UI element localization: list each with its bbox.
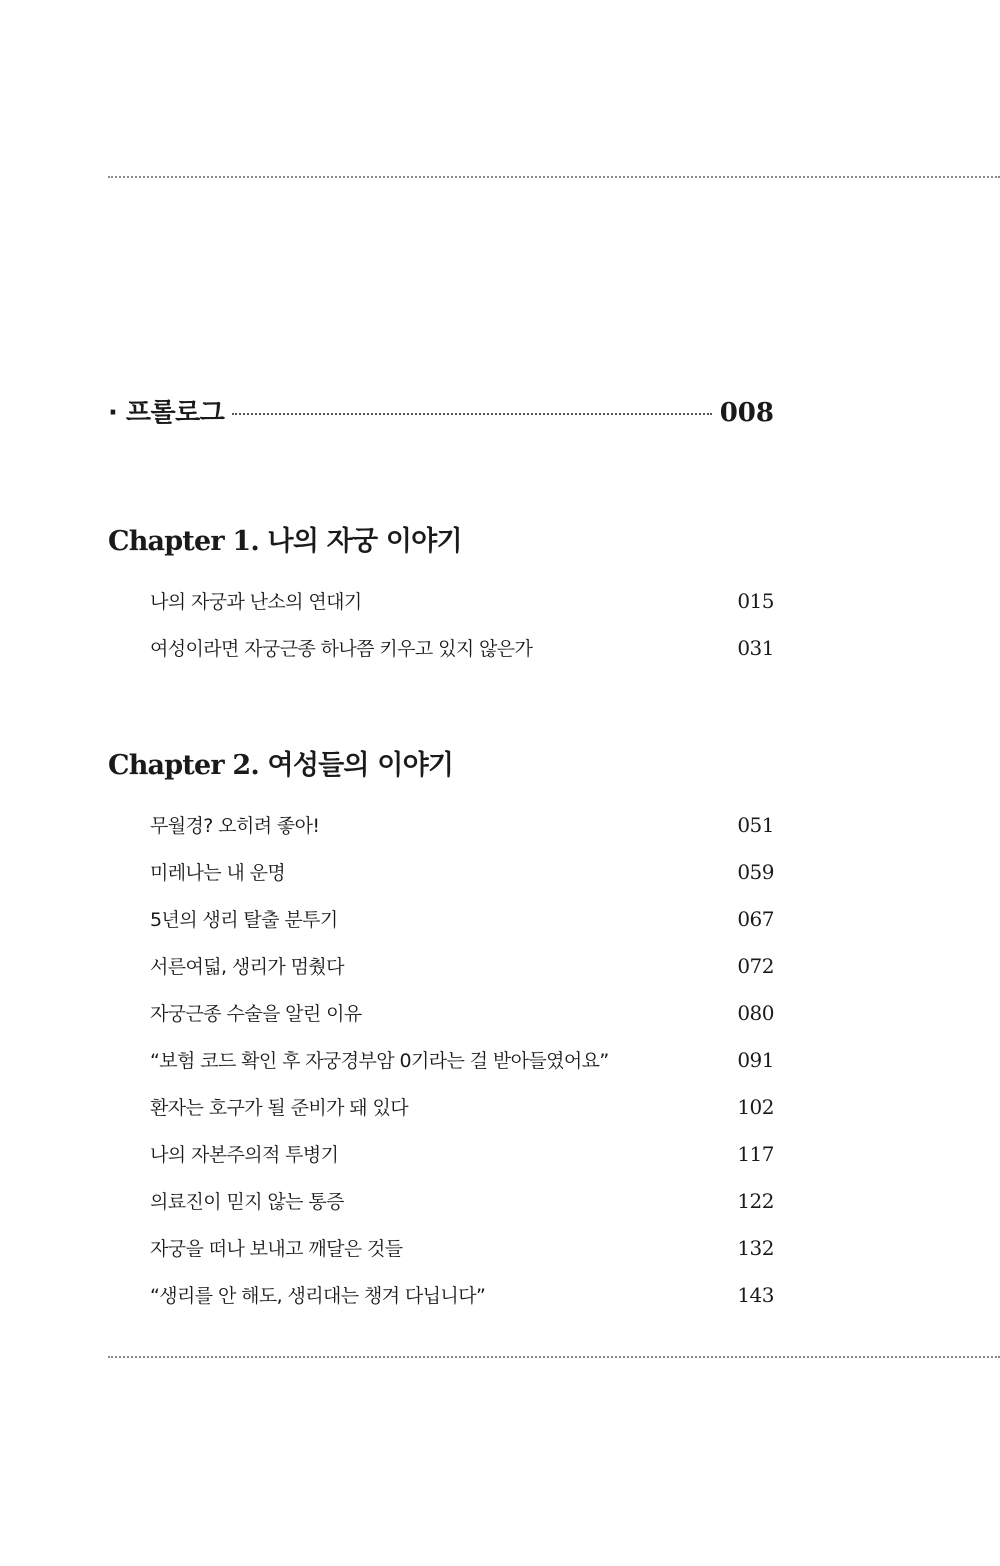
toc-entry[interactable] bbox=[108, 625, 774, 672]
entry-page-number: 091 bbox=[737, 1048, 774, 1072]
entry-title: 5년의 생리 탈출 분투기 bbox=[150, 909, 338, 931]
entry-page-number: 072 bbox=[737, 954, 774, 978]
toc-entry[interactable] bbox=[108, 1272, 774, 1319]
toc-entry[interactable] bbox=[108, 802, 774, 849]
entry-page-number: 051 bbox=[737, 813, 774, 837]
entry-page-number: 015 bbox=[737, 589, 774, 613]
bottom-divider bbox=[108, 1356, 1000, 1358]
entry-page-number: 067 bbox=[737, 907, 774, 931]
chapter-2 bbox=[108, 746, 774, 1319]
entry-page-number: 102 bbox=[737, 1095, 774, 1119]
entry-title: 나의 자궁과 난소의 연대기 bbox=[150, 591, 362, 613]
entry-title: 여성이라면 자궁근종 하나쯤 키우고 있지 않은가 bbox=[150, 638, 533, 660]
chapter-2-entries bbox=[108, 802, 774, 1319]
entry-page-number: 080 bbox=[737, 1001, 774, 1025]
toc-prologue[interactable] bbox=[108, 392, 774, 432]
entry-title: “생리를 안 해도, 생리대는 챙겨 다닙니다” bbox=[150, 1285, 486, 1307]
entry-title: 서른여덟, 생리가 멈췄다 bbox=[150, 956, 344, 978]
top-divider bbox=[108, 176, 1000, 178]
entry-title: “보험 코드 확인 후 자궁경부암 0기라는 걸 받아들였어요” bbox=[150, 1050, 609, 1072]
entry-page-number: 031 bbox=[737, 636, 774, 660]
entry-title: 미레나는 내 운명 bbox=[150, 862, 286, 884]
prologue-leader-dots bbox=[232, 413, 711, 415]
toc-entry[interactable] bbox=[108, 943, 774, 990]
toc-entry[interactable] bbox=[108, 1131, 774, 1178]
entry-page-number: 117 bbox=[737, 1142, 774, 1166]
toc-entry[interactable] bbox=[108, 1084, 774, 1131]
entry-title: 무월경? 오히려 좋아! bbox=[150, 815, 320, 837]
entry-title: 자궁근종 수술을 알린 이유 bbox=[150, 1003, 362, 1025]
entry-title: 환자는 호구가 될 준비가 돼 있다 bbox=[150, 1097, 409, 1119]
chapter-title: Chapter 1. 나의 자궁 이야기 bbox=[108, 526, 462, 557]
chapter-title: Chapter 2. 여성들의 이야기 bbox=[108, 750, 454, 781]
chapter-1 bbox=[108, 522, 774, 672]
toc-entry[interactable] bbox=[108, 1178, 774, 1225]
entry-title: 의료진이 믿지 않는 통증 bbox=[150, 1191, 344, 1213]
prologue-title: · 프롤로그 bbox=[108, 398, 225, 428]
toc-entry[interactable] bbox=[108, 1037, 774, 1084]
entry-page-number: 132 bbox=[737, 1236, 774, 1260]
chapter-1-entries bbox=[108, 578, 774, 672]
entry-title: 나의 자본주의적 투병기 bbox=[150, 1144, 339, 1166]
toc-entry[interactable] bbox=[108, 578, 774, 625]
entry-title: 자궁을 떠나 보내고 깨달은 것들 bbox=[150, 1238, 403, 1260]
toc-entry[interactable] bbox=[108, 1225, 774, 1272]
toc-entry[interactable] bbox=[108, 896, 774, 943]
prologue-page-number: 008 bbox=[719, 398, 774, 428]
entry-page-number: 143 bbox=[737, 1283, 774, 1307]
toc-entry[interactable] bbox=[108, 849, 774, 896]
entry-page-number: 122 bbox=[737, 1189, 774, 1213]
entry-page-number: 059 bbox=[737, 860, 774, 884]
toc-entry[interactable] bbox=[108, 990, 774, 1037]
